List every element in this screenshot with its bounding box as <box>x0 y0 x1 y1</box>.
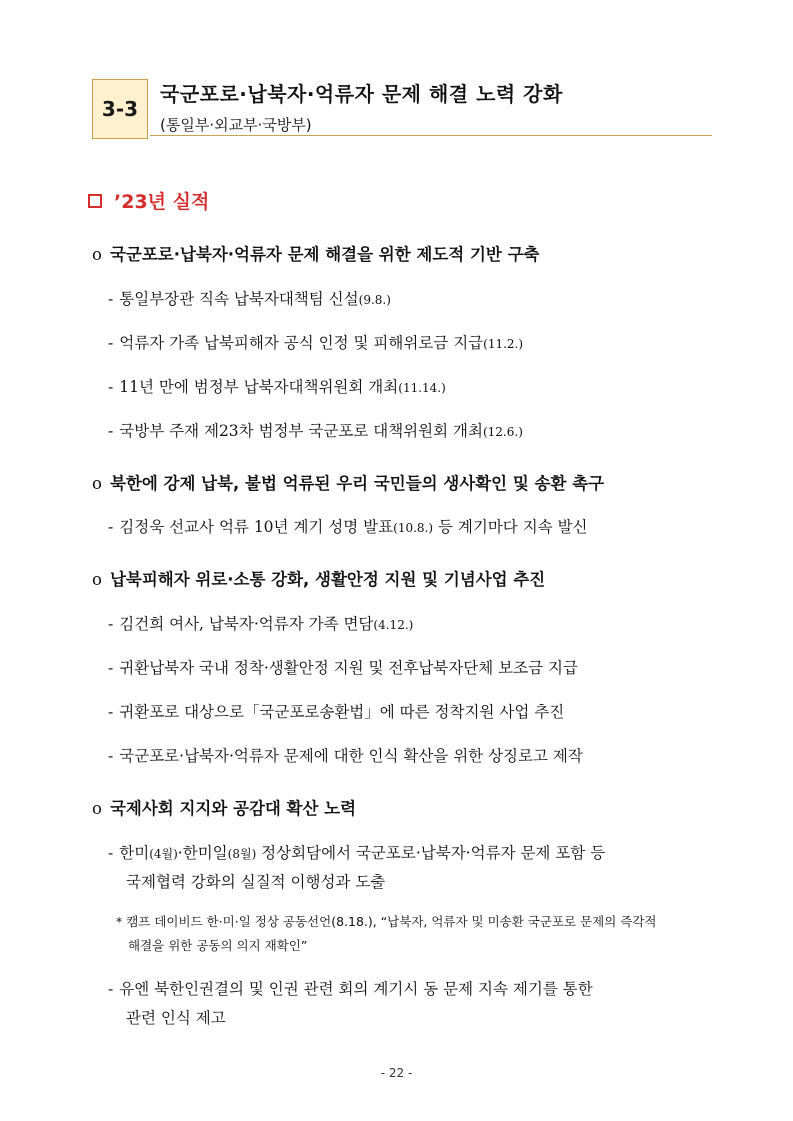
checkbox-square-icon <box>88 194 102 208</box>
footnote-continuation: 해결을 위한 공동의 의지 재확인” <box>128 938 308 953</box>
list-item: - 통일부장관 직속 납북자대책팀 신설(9.8.) <box>108 290 391 308</box>
item-heading-4: o 국제사회 지지와 공감대 확산 노력 <box>92 799 357 818</box>
section-number-badge: 3-3 <box>92 79 148 139</box>
list-item-continuation: 관련 인식 제고 <box>126 1009 226 1027</box>
item-heading-3: o 납북피해자 위로·소통 강화, 생활안정 지원 및 기념사업 추진 <box>92 570 546 589</box>
list-item: - 한미(4월)·한미일(8월) 정상회담에서 국군포로·납북자·억류자 문제 포함 등 <box>108 844 606 862</box>
page-subtitle: (통일부·외교부·국방부) <box>160 116 312 134</box>
list-item: - 김건희 여사, 납북자·억류자 가족 면담(4.12.) <box>108 615 414 633</box>
list-item: - 귀환포로 대상으로「국군포로송환법」에 따른 정착지원 사업 추진 <box>108 703 565 721</box>
list-item: - 억류자 가족 납북피해자 공식 인정 및 피해위로금 지급(11.2.) <box>108 334 524 352</box>
list-item: - 귀환납북자 국내 정착·생활안정 지원 및 전후납북자단체 보조금 지급 <box>108 659 578 677</box>
page-title: 국군포로·납북자·억류자 문제 해결 노력 강화 <box>160 82 563 106</box>
section-heading-label: ’23년 실적 <box>114 191 210 213</box>
header-divider <box>150 135 712 136</box>
list-item: - 11년 만에 범정부 납북자대책위원회 개최(11.14.) <box>108 378 446 396</box>
list-item: - 김정욱 선교사 억류 10년 계기 성명 발표(10.8.) 등 계기마다 지속 발신 <box>108 518 588 536</box>
section-heading <box>88 187 209 214</box>
list-item-continuation: 국제협력 강화의 실질적 이행성과 도출 <box>126 873 386 891</box>
item-heading-2: o 북한에 강제 납북, 불법 억류된 우리 국민들의 생사확인 및 송환 촉구 <box>92 474 605 493</box>
page-number: - 22 - <box>380 1066 413 1080</box>
list-item: - 유엔 북한인권결의 및 인권 관련 회의 계기시 동 문제 지속 제기를 통한 <box>108 980 593 998</box>
footnote: * 캠프 데이비드 한·미·일 정상 공동선언(8.18.), “납북자, 억류자 및 미송환 국군포로 문제의 즉각적 <box>116 914 657 929</box>
list-item: - 국방부 주재 제23차 범정부 국군포로 대책위원회 개최(12.6.) <box>108 422 523 440</box>
list-item: - 국군포로·납북자·억류자 문제에 대한 인식 확산을 위한 상징로고 제작 <box>108 747 583 765</box>
item-heading-1: o 국군포로·납북자·억류자 문제 해결을 위한 제도적 기반 구축 <box>92 245 540 264</box>
